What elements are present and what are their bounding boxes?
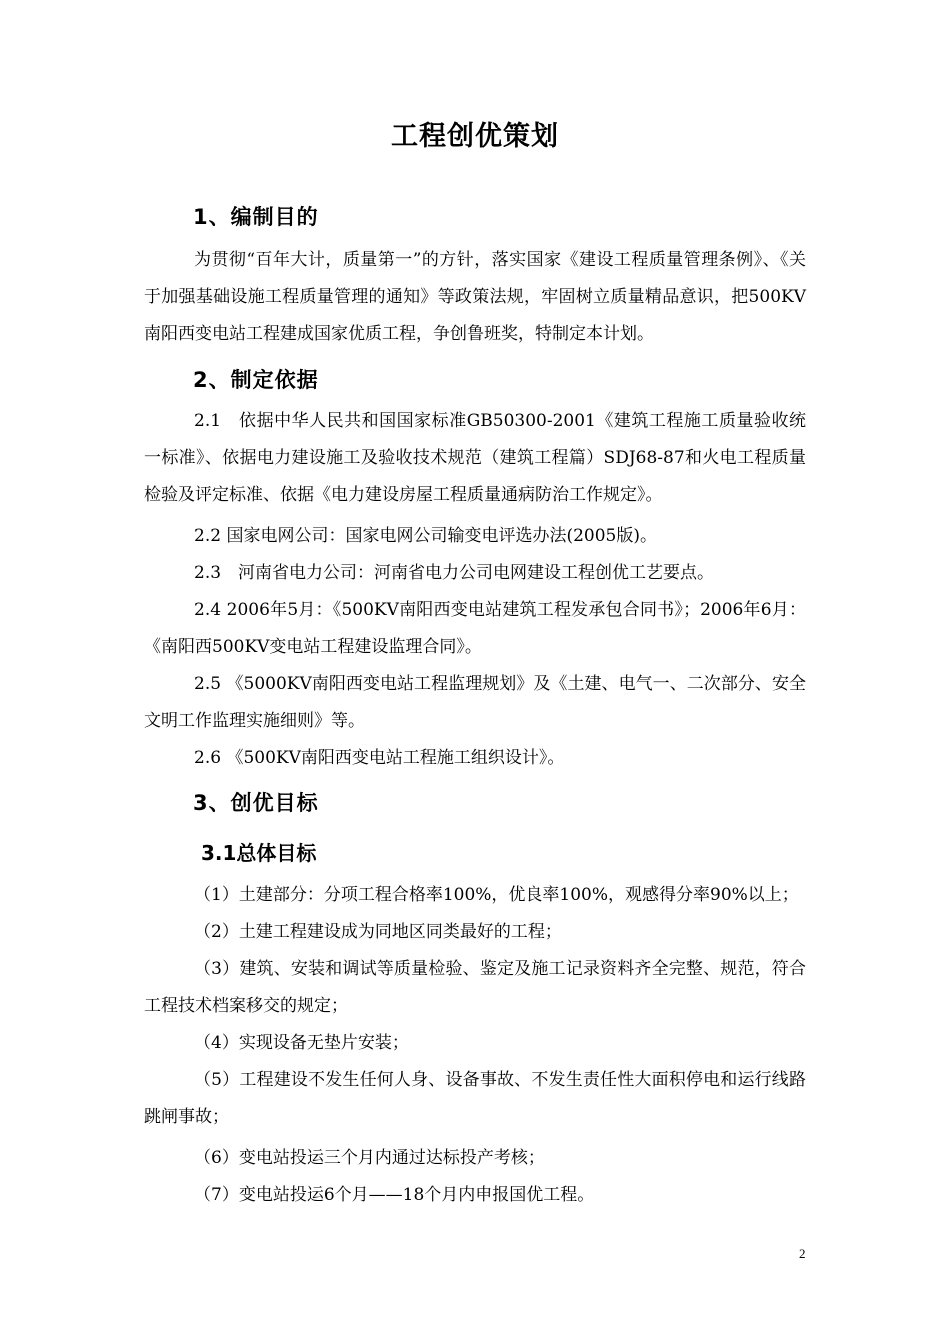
goal-item-2: （2）土建工程建设成为同地区同类最好的工程； — [194, 922, 562, 942]
basis-item-2-6: 2.6 《500KV南阳西变电站工程施工组织设计》。 — [194, 748, 565, 768]
section-1-heading: 1、编制目的 — [193, 205, 319, 229]
basis-item-2-2: 2.2 国家电网公司：国家电网公司输变电评选办法(2005版)。 — [194, 526, 657, 546]
goal-item-4: （4）实现设备无垫片安装； — [194, 1033, 409, 1053]
page-number: 2 — [799, 1246, 806, 1261]
goal-item-5: （5）工程建设不发生任何人身、设备事故、不发生责任性大面积停电和运行线路跳闸事故； — [144, 1070, 806, 1127]
goal-item-6: （6）变电站投运三个月内通过达标投产考核； — [194, 1148, 545, 1168]
basis-item-2-3: 2.3 河南省电力公司：河南省电力公司电网建设工程创优工艺要点。 — [194, 563, 715, 583]
goal-item-1: （1）土建部分：分项工程合格率100%，优良率100%，观感得分率90%以上； — [194, 885, 799, 905]
goal-item-7: （7）变电站投运6个月——18个月内申报国优工程。 — [194, 1185, 595, 1205]
goal-item-3: （3）建筑、安装和调试等质量检验、鉴定及施工记录资料齐全完整、规范，符合工程技术档案移交的规定； — [144, 959, 806, 1016]
section-3-heading: 3、创优目标 — [193, 791, 319, 815]
basis-item-2-5: 2.5 《5000KV南阳西变电站工程监理规划》及《土建、电气一、二次部分、安全文明工作监理实施细则》等。 — [144, 674, 806, 731]
section-2-heading: 2、制定依据 — [193, 368, 319, 392]
basis-item-2-4: 2.4 2006年5月：《500KV南阳西变电站建筑工程发承包合同书》；2006年6月：《南阳西500KV变电站工程建设监理合同》。 — [144, 600, 806, 657]
section-3-1-subheading: 3.1总体目标 — [201, 841, 317, 865]
document-title: 工程创优策划 — [391, 121, 559, 152]
section-1-paragraph: 为贯彻“百年大计，质量第一”的方针，落实国家《建设工程质量管理条例》、《关于加强基础设施工程质量管理的通知》等政策法规，牢固树立质量精品意识，把500KV南阳西变电站工程建成国家优质工程，争创鲁班奖，特制定本计划。 — [144, 250, 806, 344]
basis-item-2-1: 2.1 依据中华人民共和国国家标准GB50300-2001《建筑工程施工质量验收统一标准》、依据电力建设施工及验收技术规范（建筑工程篇）SDJ68-87和火电工程质量检验及评定标准、依据《电力建设房屋工程质量通病防治工作规定》。 — [144, 411, 806, 505]
